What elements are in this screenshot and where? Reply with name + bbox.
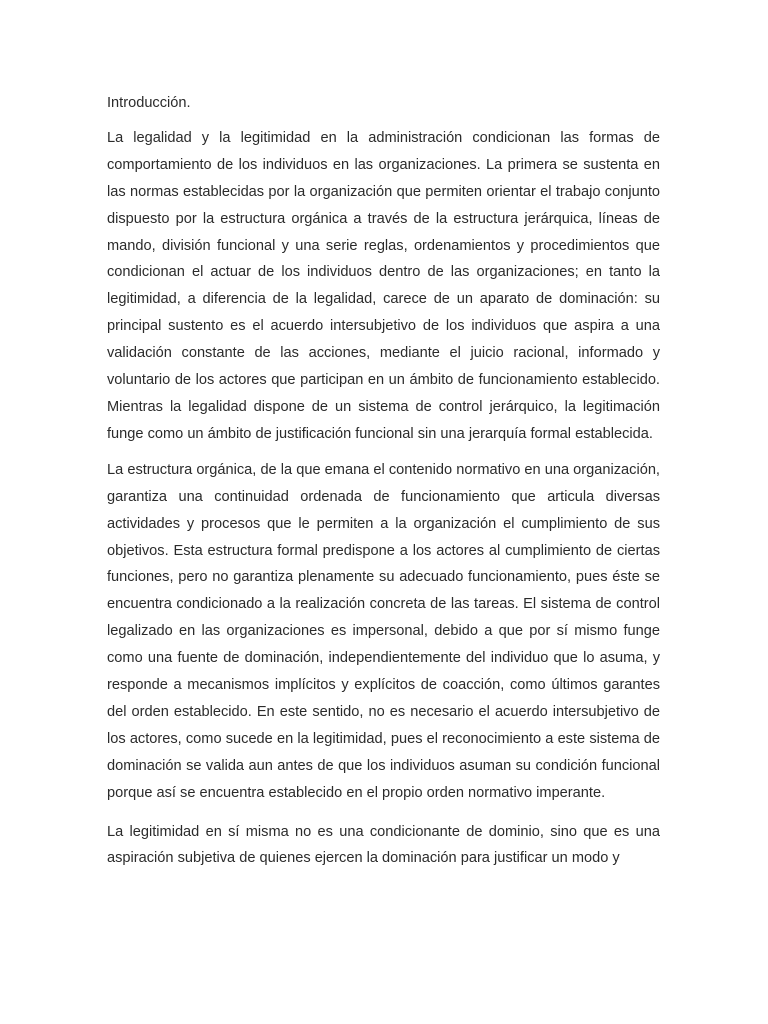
- document-heading: Introducción.: [107, 95, 191, 111]
- document-page: [107, 90, 660, 881]
- paragraph-legalidad-legitimidad: La legalidad y la legitimidad en la administración condicionan las formas de comportamiento de los individuos en las organizaciones. La primera se sustenta en las normas establecidas por la organización que permiten orientar el trabajo conjunto dispuesto por la estructura orgánica a través de la estructura jerárquica, líneas de mando, división funcional y una serie reglas, ordenamientos y procedimientos que condicionan el actuar de los individuos dentro de las organizaciones; en tanto la legitimidad, a diferencia de la legalidad, carece de un aparato de dominación: su principal sustento es el acuerdo intersubjetivo de los individuos que aspira a una validación constante de las acciones, mediante el juicio racional, informado y voluntario de los actores que participan en un ámbito de funcionamiento establecido. Mientras la legalidad dispone de un sistema de control jerárquico, la legitimación funge como un ámbito de justificación funcional sin una jerarquía formal establecida.: [107, 129, 660, 442]
- paragraph-estructura-organica: La estructura orgánica, de la que emana el contenido normativo en una organización, garantiza una continuidad ordenada de funcionamiento que articula diversas actividades y procesos que le permiten a la organización el cumplimiento de sus objetivos. Esta estructura formal predispone a los actores al cumplimiento de ciertas funciones, pero no garantiza plenamente su adecuado funcionamiento, pues éste se encuentra condicionado a la realización concreta de las tareas. El sistema de control legalizado en las organizaciones es impersonal, debido a que por sí mismo funge como una fuente de dominación, independientemente del individuo que lo asuma, y responde a mecanismos implícitos y explícitos de coacción, como últimos garantes del orden establecido. En este sentido, no es necesario el acuerdo intersubjetivo de los actores, como sucede en la legitimidad, pues el reconocimiento a este sistema de dominación se valida aun antes de que los individuos asuman su condición funcional porque así se encuentra establecido en el propio orden normativo imperante.: [107, 461, 660, 801]
- paragraph-legitimidad-dominio: La legitimidad en sí misma no es una condicionante de dominio, sino que es una aspiración subjetiva de quienes ejercen la dominación para justificar un modo y: [107, 823, 660, 867]
